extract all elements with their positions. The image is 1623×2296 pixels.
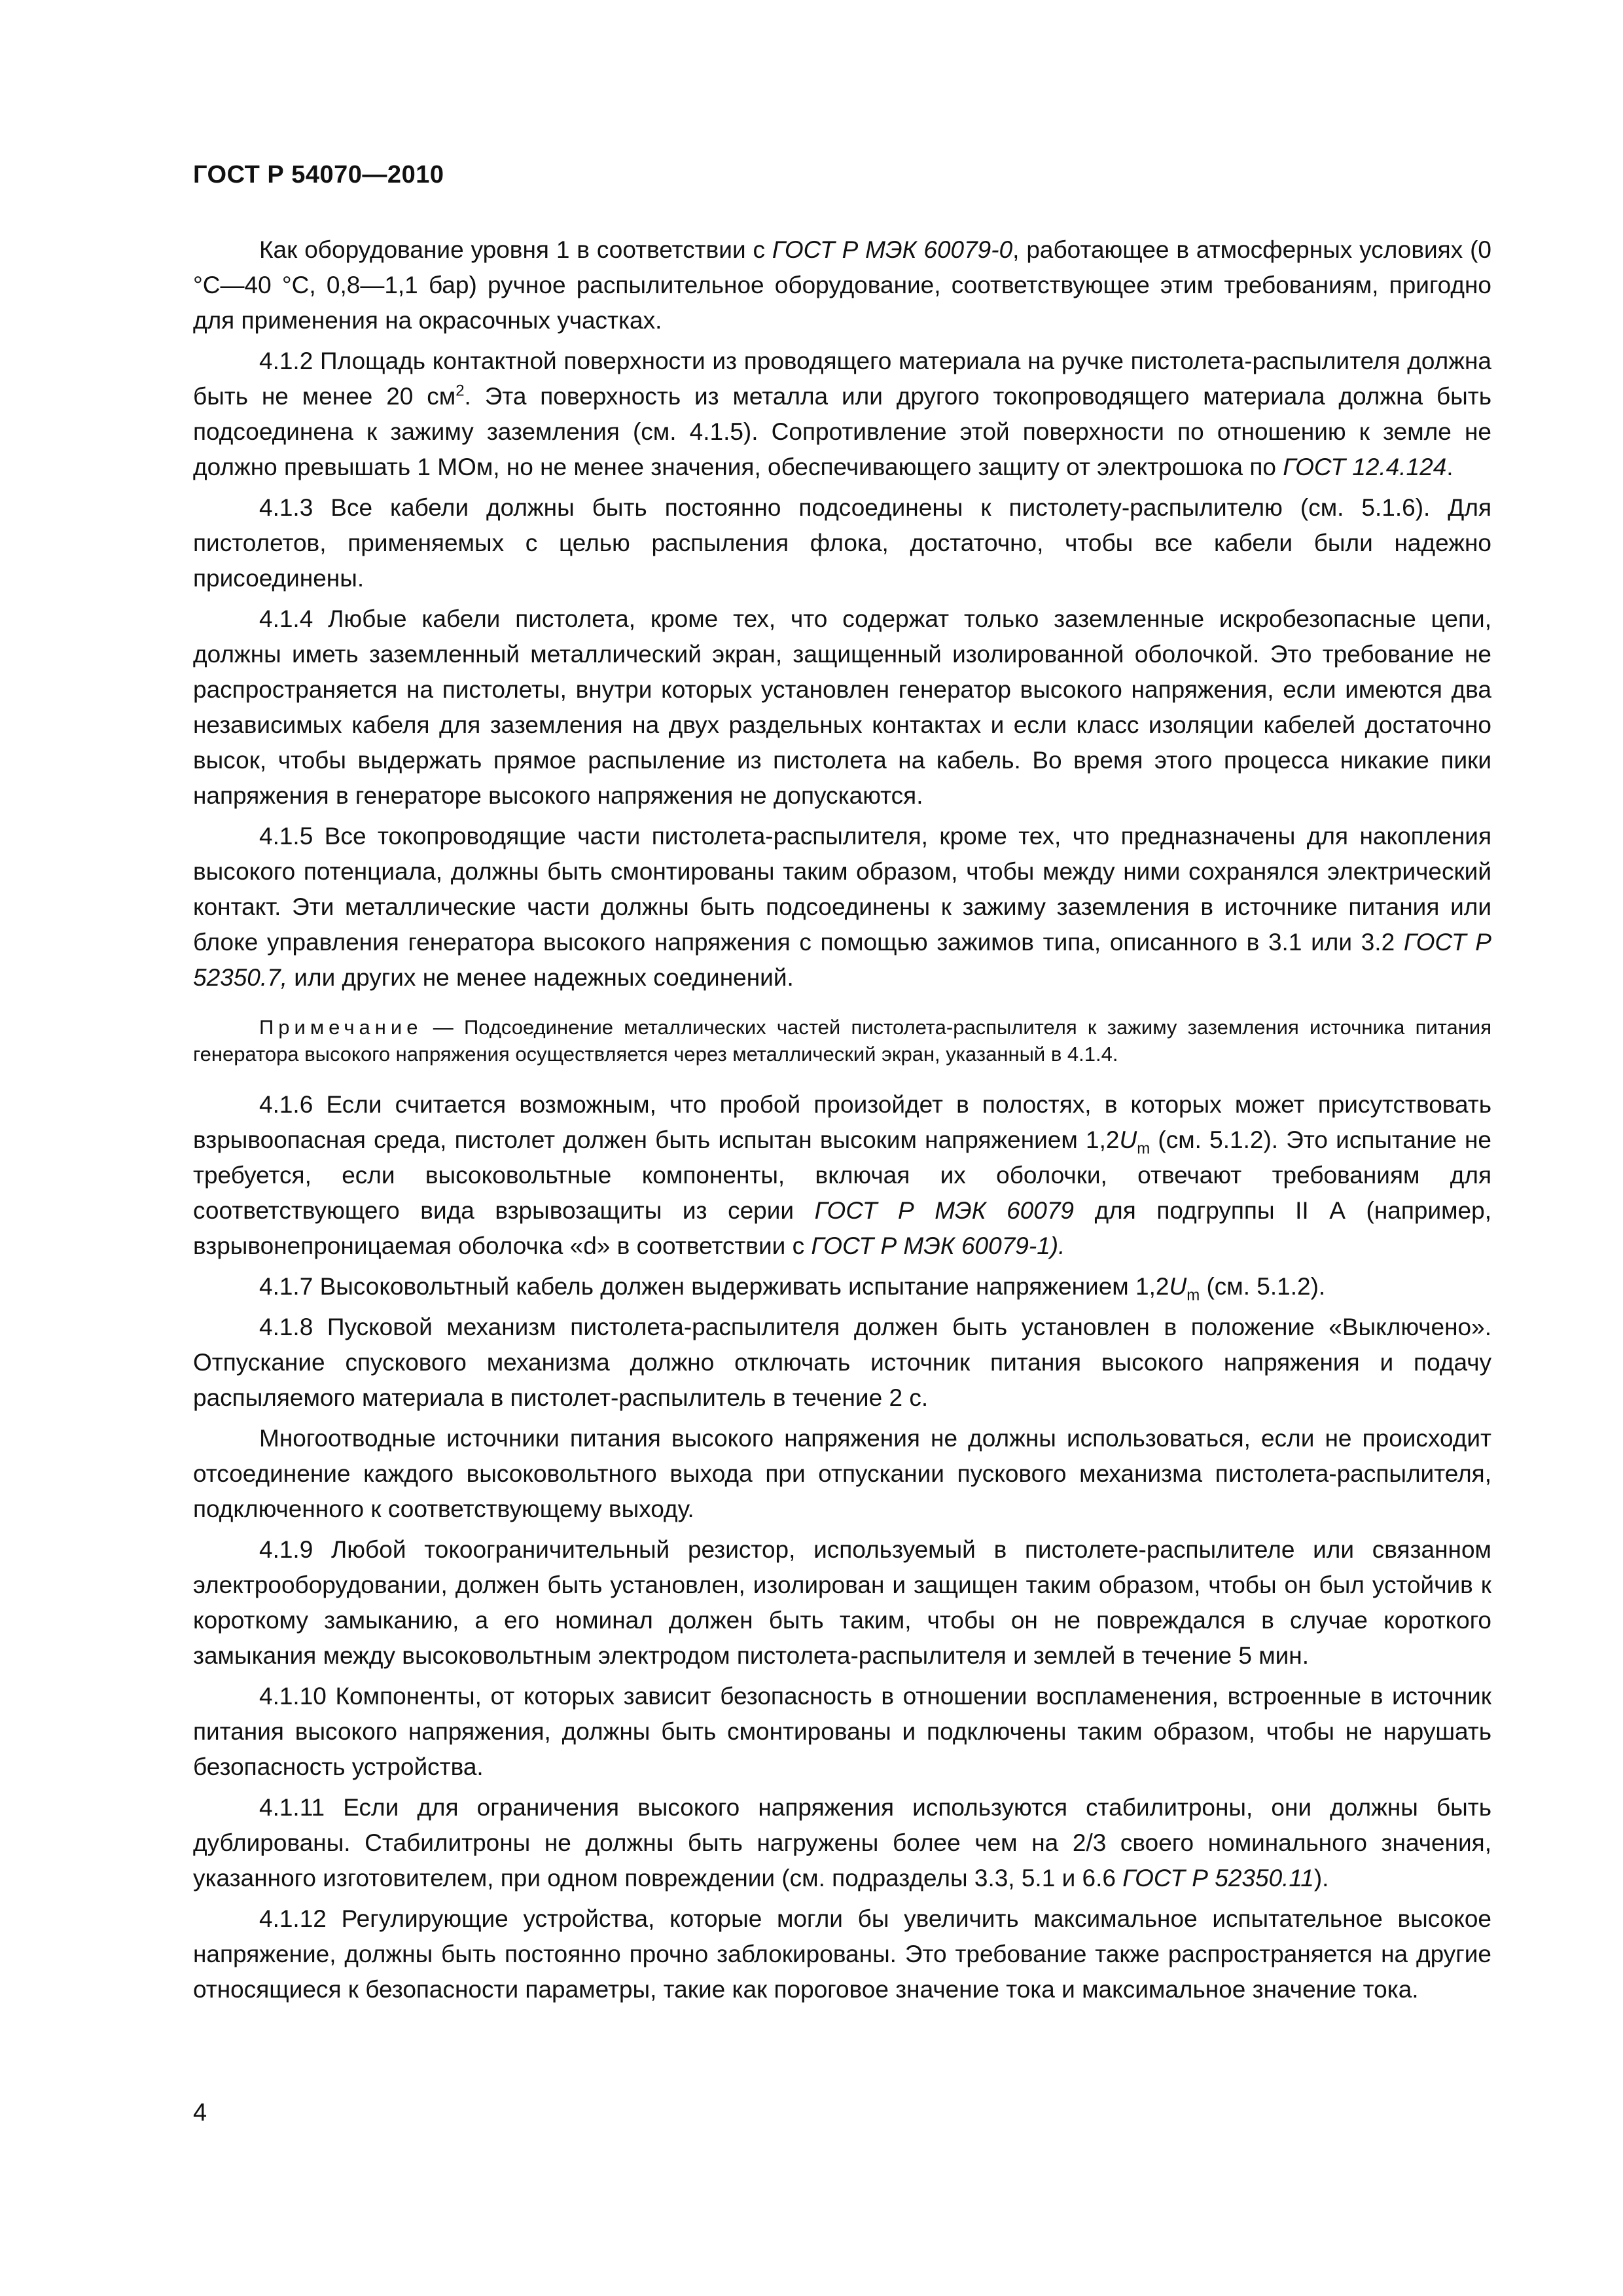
paragraph-intro: Как оборудование уровня 1 в соответствии с ГОСТ Р МЭК 60079-0, работающее в атмосферных условиях (0 °С—40 °С, 0,8—1,1 бар) ручное распылительное оборудование, соответствующее этим требованиям, пригодно для применения на окрасочных участках. xyxy=(193,236,1492,334)
paragraph-4-1-8: 4.1.8 Пусковой механизм пистолета-распылителя должен быть установлен в положение «Выключено». Отпускание спускового механизма должно отключать источник питания высокого напряжения и подачу распыляемого материала в пистолет-распылитель в течение 2 с. xyxy=(193,1314,1491,1411)
standard-reference: ГОСТ Р 52350.7, xyxy=(193,929,1491,991)
paragraph-4-1-12: 4.1.12 Регулирующие устройства, которые могли бы увеличить максимальное испытательное высокое напряжение, должны быть постоянно прочно заблокированы. Это требование также распространяется на другие относящиеся к безопасности параметры, такие как пороговое значение тока и максимальное значение тока. xyxy=(193,1905,1491,2003)
paragraph-4-1-5: 4.1.5 Все токопроводящие части пистолета-распылителя, кроме тех, что предназначены для накопления высокого потенциала, должны быть смонтированы таким образом, чтобы между ними сохранялся электрический контакт. Эти металлические части должны быть подсоединены к зажиму заземления в источнике питания или блоке управления генератора высокого напряжения с помощью зажимов типа, описанного в 3.1 или 3.2 ГОСТ Р 52350.7, или других не менее надежных соединений. xyxy=(193,823,1491,991)
standard-reference: ГОСТ Р МЭК 60079-1). xyxy=(811,1232,1065,1259)
paragraph-4-1-10: 4.1.10 Компоненты, от которых зависит безопасность в отношении воспламенения, встроенные в источник питания высокого напряжения, должны быть смонтированы и подключены таким образом, чтобы не нарушать безопасность устройства. xyxy=(193,1683,1491,1780)
paragraph-4-1-11: 4.1.11 Если для ограничения высокого напряжения используются стабилитроны, они должны быть дублированы. Стабилитроны не должны быть нагружены более чем на 2/3 своего номинального значения, указанного изготовителем, при одном повреждении (см. подразделы 3.3, 5.1 и 6.6 ГОСТ Р 52350.11). xyxy=(193,1794,1491,1892)
paragraph-4-1-2: 4.1.2 Площадь контактной поверхности из проводящего материала на ручке пистолета-распылителя должна быть не менее 20 $см^2$. Эта поверхность из металла или другого токопроводящего материала должна быть подсоединена к зажиму заземления (см. 4.1.5). Сопротивление этой поверхности по отношению к земле не должно превышать 1 МОм, но не менее значения, обеспечивающего защиту от электрошока по ГОСТ 12.4.124. xyxy=(193,348,1491,480)
standard-reference: ГОСТ 12.4.124 xyxy=(1283,454,1447,480)
paragraph-4-1-6: 4.1.6 Если считается возможным, что пробой произойдет в полостях, в которых может присутствовать взрывоопасная среда, пистолет должен быть испытан высоким напряжением $1,2U_m$ (см. 5.1.2). Это испытание не требуется, если высоковольтные компоненты, включая их оболочки, отвечают требованиям для соответствующего вида взрывозащиты из серии ГОСТ Р МЭК 60079 для подгруппы II А (например, взрывонепроницаемая оболочка «d» в соответствии с ГОСТ Р МЭК 60079-1). xyxy=(193,1091,1491,1259)
paragraph-4-1-3: 4.1.3 Все кабели должны быть постоянно подсоединены к пистолету-распылителю (см. 5.1.6). Для пистолетов, применяемых с целью распыления флока, достаточно, чтобы все кабели были надежно присоединены. xyxy=(193,494,1491,592)
document-body xyxy=(193,232,1491,2013)
paragraph-multi-output: Многоотводные источники питания высокого напряжения не должны использоваться, если не происходит отсоединение каждого высоковольтного выхода при отпускании пускового механизма пистолета-распылителя, подключенного к соответствующему выходу. xyxy=(193,1425,1491,1522)
paragraph-4-1-4: 4.1.4 Любые кабели пистолета, кроме тех, что содержат только заземленные искробезопасные цепи, должны иметь заземленный металлический экран, защищенный изолированной оболочкой. Это требование не распространяется на пистолеты, внутри которых установлен генератор высокого напряжения, если имеются два независимых кабеля для заземления на двух раздельных контактах и если класс изоляции кабелей достаточно высок, чтобы выдержать прямое распыление из пистолета на кабель. Во время этого процесса никакие пики напряжения в генераторе высокого напряжения не допускаются. xyxy=(193,605,1491,809)
note-label: Примечание xyxy=(259,1016,423,1039)
standard-reference: ГОСТ Р МЭК 60079-0 xyxy=(772,236,1013,263)
note-paragraph: Примечание — Подсоединение металлических частей пистолета-распылителя к зажиму заземления источника питания генератора высокого напряжения осуществляется через металлический экран, указанный в 4.1.4. xyxy=(193,1016,1491,1066)
document-header: ГОСТ Р 54070—2010 xyxy=(193,161,444,188)
standard-reference: ГОСТ Р 52350.11 xyxy=(1122,1865,1314,1892)
paragraph-4-1-7: 4.1.7 Высоковольтный кабель должен выдерживать испытание напряжением $1,2U_m$ (см. 5.1.2). xyxy=(259,1273,1326,1304)
standard-reference: ГОСТ Р МЭК 60079 xyxy=(814,1197,1074,1224)
page-number: 4 xyxy=(193,2099,207,2126)
paragraph-4-1-9: 4.1.9 Любой токоограничительный резистор, используемый в пистолете-распылителе или связанном электрооборудовании, должен быть установлен, изолирован и защищен таким образом, чтобы он был устойчив к короткому замыканию, а его номинал должен быть таким, чтобы он не повреждался в случае короткого замыкания между высоковольтным электродом пистолета-распылителя и землей в течение 5 мин. xyxy=(193,1536,1491,1669)
